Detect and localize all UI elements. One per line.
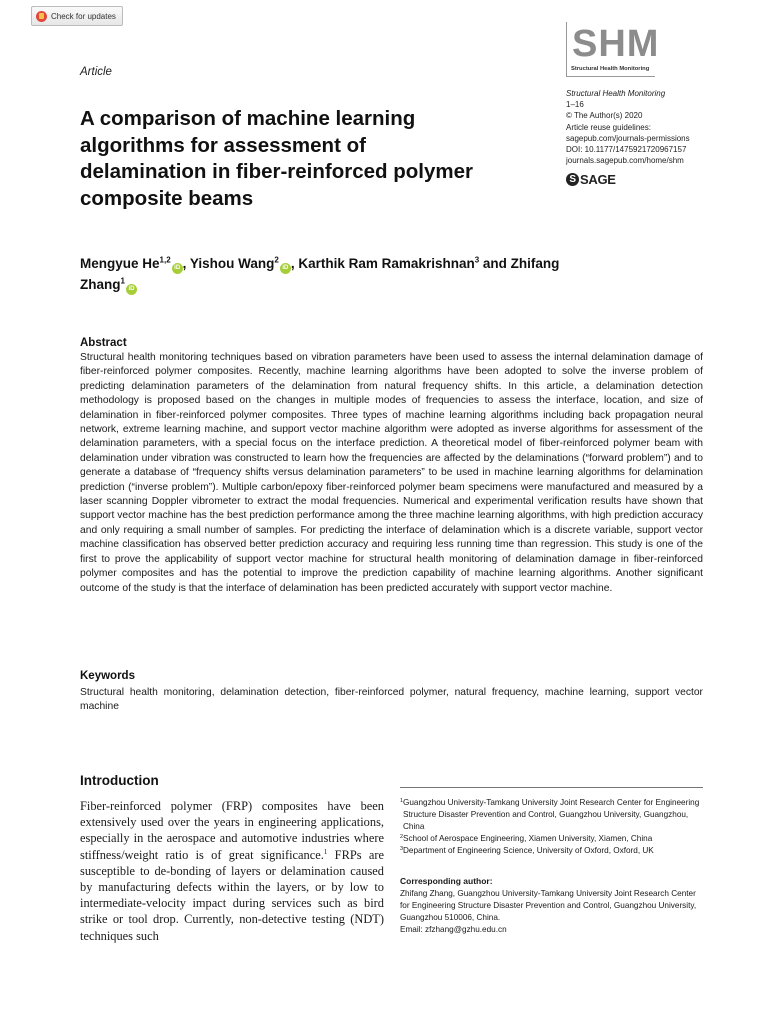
journal-logo-mark: SHM xyxy=(572,23,660,65)
article-type-label: Article xyxy=(80,66,112,78)
author-name: Mengyue He xyxy=(80,256,160,271)
author-affiliation-marker: 1 xyxy=(120,276,125,285)
abstract-text: Structural health monitoring techniques based on vibration parameters have been used to assess the internal delamination damage of fiber-reinforced polymer composites. Recently, machine learning algorithms have been adopted to solve the inverse problem of predicting delamination parameters of the delamination from natural frequency shifts. In this article, a delamination detection methodology is proposed based on the changes in multiple modes of frequencies to assess the interface, location, and size of delamination in fiber-reinforced polymer composites. Three types of machine learning algorithms including back propagation neural network, extreme learning machine, and support vector machine algorithm were adopted as inverse algorithms for assessment of the delamination parameters, with a special focus on the interface prediction. A theoretical model of fiber-reinforced polymer beam with delamination under vibration was constructed to learn how the frequencies are affected by the delaminations (“forward problem”) and to generate a database of “frequency shifts versus delamination parameters” to be used in machine learning algorithms for delamination prediction (“inverse problem”). Multiple carbon/epoxy fiber-reinforced polymer beam specimens were manufactured and measured by a laser scanning Doppler vibrometer to extract the modal frequencies. Numerical and experimental verification results have shown that support vector machine has the best prediction performance among the three machine learning algorithms, with high prediction accuracy and only requiring a small number of samples. For predicting the interface of delamination which is a discrete variable, support vector machine classification has observed better prediction accuracy and requiring less running time than regression. This study is one of the first to prove the applicability of support vector machine for structural health monitoring of delamination damage in fiber-reinforced polymer composites and has the potential to improve the prediction capability of machine learning algorithms. Another significant outcome of the study is that the interface of delamination has been predicted accurately with support vector machine. xyxy=(80,352,703,594)
author-name: Zhifang Zhang xyxy=(80,256,560,292)
author-separator: , xyxy=(290,256,299,271)
affiliation-text: Department of Engineering Science, University of Oxford, Oxford, UK xyxy=(403,846,654,855)
affiliation-text: Guangzhou University-Tamkang University Joint Research Center for Engineering Structure Disaster Prevention and Control, Guangzhou University, Guangzhou, China xyxy=(403,798,700,831)
journal-logo xyxy=(566,22,660,77)
journal-info xyxy=(566,88,690,166)
publisher-name: SAGE xyxy=(580,172,616,187)
journal-name: Structural Health Monitoring xyxy=(566,89,666,98)
affiliation-text: School of Aerospace Engineering, Xiamen University, Xiamen, China xyxy=(403,834,653,843)
affiliation-item xyxy=(400,833,703,845)
corresponding-author-heading: Corresponding author: xyxy=(400,876,493,886)
check-for-updates-label: Check for updates xyxy=(51,11,116,21)
affiliation-number: 2 xyxy=(400,834,404,840)
affiliation-list xyxy=(400,797,703,857)
corresponding-author-details xyxy=(400,888,703,936)
affiliation-number: 1 xyxy=(400,798,404,804)
orcid-icon[interactable]: iD xyxy=(280,263,291,274)
keywords-heading: Keywords xyxy=(80,670,135,682)
author-name: Yishou Wang xyxy=(189,256,275,271)
introduction-heading: Introduction xyxy=(80,773,159,788)
reuse-guidelines-link[interactable]: sagepub.com/journals-permissions xyxy=(566,133,690,143)
article-title: A comparison of machine learning algorithms for assessment of delamination in fiber-reinforced polymer composite beams xyxy=(80,107,473,210)
affiliation-number: 3 xyxy=(400,846,404,852)
sage-mark-icon: S xyxy=(566,173,579,186)
author-separator: and xyxy=(479,256,511,271)
author-affiliation-marker: 1,2 xyxy=(159,255,171,265)
copyright-notice: © The Author(s) 2020 xyxy=(566,111,643,121)
introduction-text-part: Fiber-reinforced polymer (FRP) composites have been extensively used over the years in engineering applications, especially in the aerospace and automotive industries where stiffness/weight ratio is of great significance. xyxy=(80,799,384,862)
crossmark-icon xyxy=(36,11,47,22)
corresponding-author-address: Zhifang Zhang, Guangzhou University-Tamkang University Joint Research Center for Engineering Structure Disaster Prevention and Control, Guangzhou University, Guangzhou 510006, China. xyxy=(400,889,697,922)
author-separator: , xyxy=(182,256,190,271)
author-name: Karthik Ram Ramakrishnan xyxy=(298,256,475,271)
introduction-text xyxy=(80,798,384,944)
reuse-guidelines-label: Article reuse guidelines: xyxy=(566,122,651,132)
journal-home-link[interactable]: journals.sagepub.com/home/shm xyxy=(566,156,684,166)
footnote-divider xyxy=(400,787,703,788)
author-affiliation-marker: 3 xyxy=(474,255,480,265)
introduction-text-part: FRPs are susceptible to de-bonding of layers or delamination caused by manufacturing defects within the layers, or by low to intermediate-velocity impact during services such as bird strike or tool drop. Currently, non-detective testing (NDT) techniques such xyxy=(80,847,384,943)
orcid-icon[interactable]: iD xyxy=(126,284,137,295)
corresponding-author-email[interactable]: Email: zfzhang@gzhu.edu.cn xyxy=(400,925,507,934)
author-affiliation-marker: 2 xyxy=(274,255,279,265)
page-range: 1–16 xyxy=(566,100,584,110)
check-for-updates-button[interactable] xyxy=(31,6,123,26)
abstract-heading: Abstract xyxy=(80,337,127,349)
publisher-logo xyxy=(566,172,616,187)
citation-link[interactable]: 1 xyxy=(323,847,328,856)
journal-logo-subtitle: Structural Health Monitoring xyxy=(571,66,650,72)
keywords-text: Structural health monitoring, delamination detection, fiber-reinforced polymer, natural frequency, machine learning, support vector machine xyxy=(80,687,703,713)
affiliation-item xyxy=(400,845,703,857)
affiliation-item xyxy=(400,797,703,833)
doi-link[interactable]: DOI: 10.1177/1475921720967157 xyxy=(566,145,687,155)
author-list xyxy=(80,254,600,295)
orcid-icon[interactable]: iD xyxy=(172,263,183,274)
